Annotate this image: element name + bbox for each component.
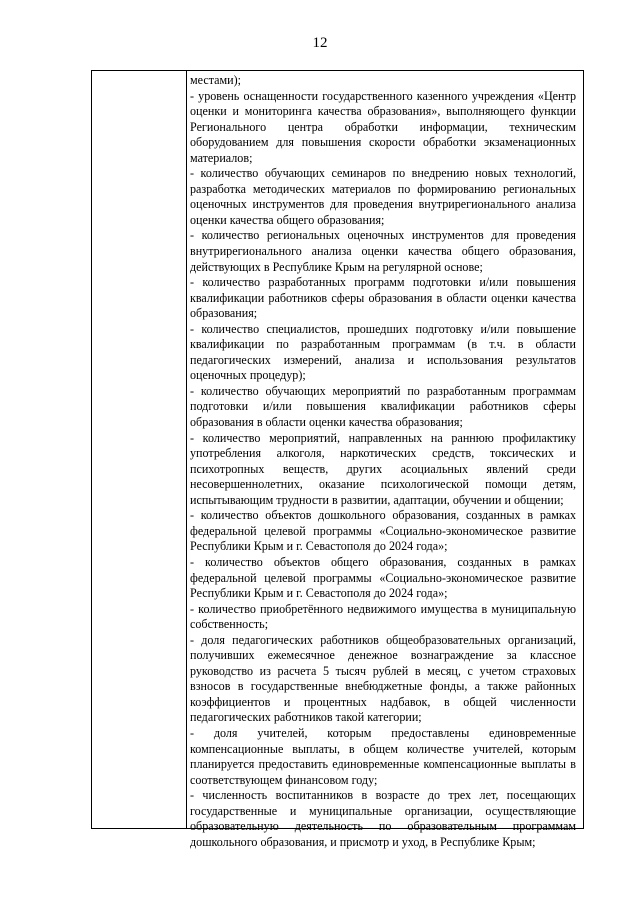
indicators-table <box>91 70 584 849</box>
table-empty-cell <box>92 71 187 828</box>
table-paragraph: - количество мероприятий, направленных на раннюю профилактику употребления алкоголя, наркотических средств, токсических и психотропных веществ, других асоциальных явлений среди несовершеннолетних, оказание психологической помощи детям, испытывающим трудности в развитии, адаптации, обучении и общении; <box>190 430 576 507</box>
table-paragraph: - количество региональных оценочных инструментов для проведения внутрирегионального анализа оценки качества общего образования, действующих в Республике Крым на регулярной основе; <box>190 228 576 274</box>
table-paragraph: - количество обучающих семинаров по внедрению новых технологий, разработка методических материалов по формированию региональных оценочных инструментов для проведения внутрирегионального анализа оценки качества общего образования; <box>190 166 576 227</box>
table-paragraph: - количество объектов общего образования, созданных в рамках федеральной целевой программы «Социально-экономическое развитие Республики Крым и г. Севастополя до 2024 года»; <box>190 554 576 601</box>
table-paragraph: - количество разработанных программ подготовки и/или повышения квалификации работников сферы образования в области оценки качества образования; <box>190 275 576 321</box>
table-paragraph: - численность воспитанников в возрасте до трех лет, посещающих государственные и муниципальные организации, осуществляющие образовательную деятельность по образовательным программам дошкольного образования, и присмотр и уход, в Республике Крым; <box>190 788 576 849</box>
table-paragraph: местами); <box>190 73 242 87</box>
table-paragraph: - доля педагогических работников общеобразовательных организаций, получивших ежемесячное денежное вознаграждение за классное руководство из расчета 5 тысяч рублей в месяц, с учетом страховых взносов в государственные внебюджетные фонды, а также районных коэффициентов и процентных надбавок, в общей численности педагогических работников такой категории; <box>190 632 576 725</box>
table-paragraph: - уровень оснащенности государственного казенного учреждения «Центр оценки и мониторинга качества образования», выполняющего функции Регионального центра обработки информации, техническим оборудованием для повышения скорости обработки экзаменационных материалов; <box>190 88 576 165</box>
table-paragraph: - количество приобретённого недвижимого имущества в муниципальную собственность; <box>190 601 576 632</box>
table-paragraph: - доля учителей, которым предоставлены единовременные компенсационные выплаты, в общем количестве учителей, которым планируется предоставить единовременные компенсационные выплаты в соответствующем финансовом году; <box>190 725 576 787</box>
table-paragraph: - количество специалистов, прошедших подготовку и/или повышение квалификации по разработанным программам (в т.ч. в области педагогических измерений, анализа и использования результатов оценочных процедур); <box>190 321 576 383</box>
page-number: 12 <box>312 35 328 51</box>
table-paragraph: - количество обучающих мероприятий по разработанным программам подготовки и/или повышения квалификации работников сферы образования в области оценки качества образования; <box>190 383 576 430</box>
table-paragraph: - количество объектов дошкольного образования, созданных в рамках федеральной целевой программы «Социально-экономическое развитие Республики Крым и г. Севастополя до 2024 года»; <box>190 508 576 554</box>
table-text-cell <box>187 73 576 850</box>
